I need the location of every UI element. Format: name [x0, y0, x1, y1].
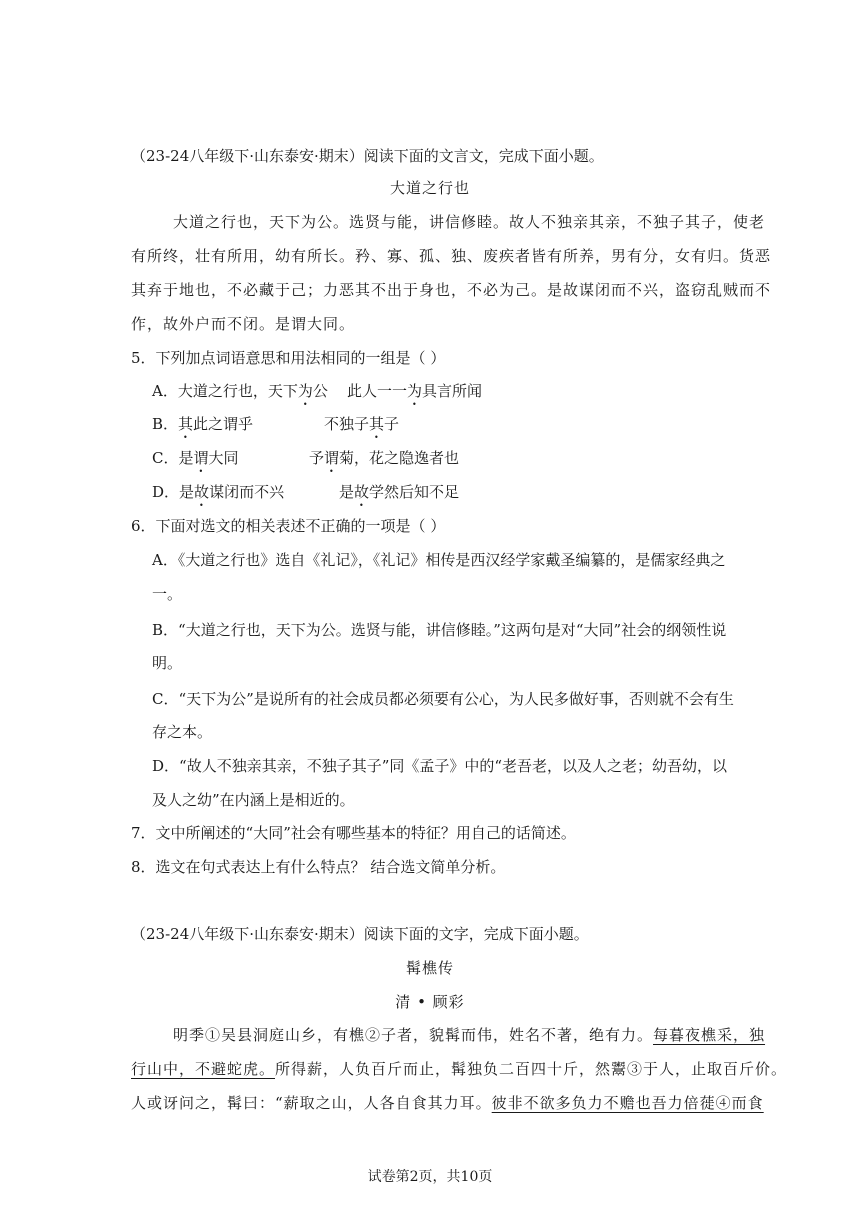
option-text: 予 [309, 449, 325, 467]
option-text: 大道之行也，天下 [177, 382, 298, 400]
q6-line-7: D．“故人不独亲其亲，不独子其子”同《孟子》中的“老吾老，以及人之老；幼吾幼，以 [152, 757, 728, 775]
option-text: 是 [179, 483, 195, 501]
option-text: 此之谓乎 [193, 415, 254, 433]
page-footer: 试卷第2页，共10页 [367, 1169, 493, 1185]
option-label: B． [152, 415, 179, 433]
question-8: 8．选文在句式表达上有什么特点？ 结合选文简单分析。 [131, 858, 506, 876]
option-text: 具言所闻 [422, 382, 483, 400]
section1-title: 大道之行也 [389, 179, 470, 197]
option-label: A． [152, 382, 178, 400]
story-line-2 [131, 1058, 787, 1080]
dotted-word: 为 [297, 382, 313, 400]
passage-line-1: 大道之行也，天下为公。选贤与能，讲信修睦。故人不独亲其亲，不独子其子，使老 [173, 213, 766, 231]
q6-line-1: A．《大道之行也》选自《礼记》，《礼记》相传是西汉经学家戴圣编纂的，是儒家经典之 [152, 551, 726, 569]
dotted-word: 谓 [193, 449, 209, 467]
q6-line-6: 存之本。 [152, 723, 213, 741]
option-text: 子 [384, 415, 400, 433]
q5-option-c-part2 [309, 447, 459, 476]
dotted-word: 故 [354, 483, 370, 501]
q6-line-8: 及人之幼”在内涵上是相近的。 [152, 791, 355, 809]
dotted-word: 谓 [324, 449, 340, 467]
option-text: 此人一一 [347, 382, 408, 400]
question-7: 7．文中所阐述的“大同”社会有哪些基本的特征？用自己的话简述。 [131, 824, 576, 842]
option-label: D． [152, 483, 180, 501]
option-text: 谋闭而不兴 [209, 483, 285, 501]
passage-line-4: 作，故外户而不闭。是谓大同。 [131, 315, 356, 333]
section2-source: （23-24八年级下·山东泰安·期末）阅读下面的文字，完成下面小题。 [131, 925, 589, 943]
q5-option-c [152, 447, 239, 476]
q5-option-b [152, 413, 253, 442]
option-text: 菊，花之隐逸者也 [339, 449, 460, 467]
passage-line-3: 其弃于地也，不必藏于己；力恶其不出于身也，不必为己。是故谋闭而不兴，盗窃乱贼而不 [131, 281, 772, 299]
option-text: 是 [178, 449, 194, 467]
q5-option-d [152, 481, 284, 510]
question-6-stem: 6．下面对选文的相关表述不正确的一项是（ ） [131, 517, 446, 535]
section2-author: 清 • 顾彩 [395, 993, 465, 1011]
underlined-text: 行山中，不避蛇虎。 [131, 1060, 276, 1078]
underlined-text: 每暮夜樵采，独 [653, 1026, 766, 1044]
story-text: 人或讶问之，髯曰：“薪取之山，人各自食其力耳。 [131, 1094, 492, 1112]
q6-line-3: B．“大道之行也，天下为公。选贤与能，讲信修睦。”这两句是对“大同”社会的纲领性说 [152, 621, 727, 639]
story-line-1 [173, 1024, 765, 1046]
story-line-3 [131, 1092, 764, 1114]
dotted-word: 其 [178, 415, 194, 433]
dotted-word: 为 [407, 382, 423, 400]
option-text: 公 [312, 382, 328, 400]
q5-option-d-part2 [339, 481, 459, 510]
section2-title: 髯樵传 [405, 959, 454, 977]
q6-line-5: C．“天下为公”是说所有的社会成员都必须要有公心，为人民多做好事，否则就不会有生 [152, 690, 734, 708]
option-text: 大同 [208, 449, 239, 467]
q5-option-b-part2 [324, 413, 399, 442]
q5-option-a [152, 380, 328, 409]
section1-source: （23-24八年级下·山东泰安·期末）阅读下面的文言文，完成下面小题。 [131, 147, 604, 165]
dotted-word: 故 [194, 483, 210, 501]
story-text: 所得薪，人负百斤而止，髯独负二百四十斤，然鬻③于人，止取百斤价。 [275, 1060, 788, 1078]
story-text: 明季①吴县洞庭山乡，有樵②子者，貌髯而伟，姓名不著，绝有力。 [173, 1026, 654, 1044]
option-label: C． [152, 449, 179, 467]
option-text: 不独子 [324, 415, 370, 433]
q5-option-a-part2 [347, 380, 482, 409]
option-text: 是 [339, 483, 355, 501]
question-5-stem: 5．下列加点词语意思和用法相同的一组是（ ） [131, 349, 446, 367]
dotted-word: 其 [369, 415, 385, 433]
passage-line-2: 有所终，壮有所用，幼有所长。矜、寡、孤、独、废疾者皆有所养，男有分，女有归。货恶 [131, 247, 772, 265]
underlined-text: 彼非不欲多负力不赡也吾力倍蓰④而食 [491, 1094, 764, 1112]
option-text: 学然后知不足 [369, 483, 460, 501]
q6-line-2: 一。 [152, 585, 183, 603]
q6-line-4: 明。 [152, 654, 183, 672]
